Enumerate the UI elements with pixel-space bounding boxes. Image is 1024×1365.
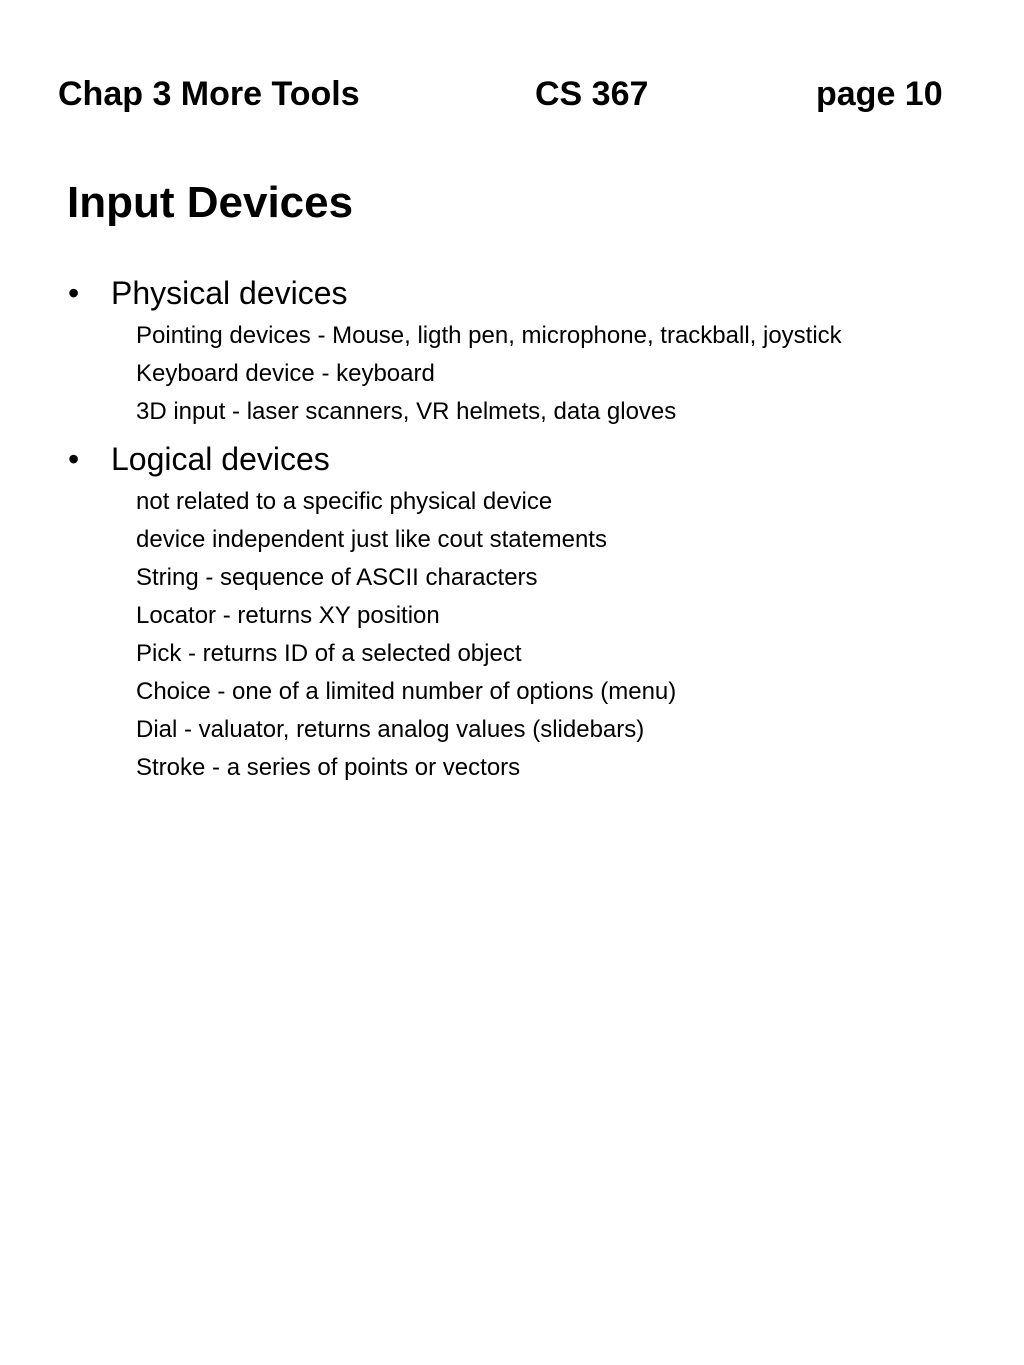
- section-physical-devices: [0, 272, 1024, 431]
- bullet-heading: [0, 272, 1024, 314]
- sub-list: [0, 317, 1024, 431]
- list-item: String - sequence of ASCII characters: [136, 564, 538, 591]
- sub-list: [0, 483, 1024, 787]
- page-title: Input Devices: [67, 178, 354, 227]
- list-item: Pick - returns ID of a selected object: [136, 640, 522, 667]
- list-item: Stroke - a series of points or vectors: [136, 754, 521, 781]
- section-logical-devices: [0, 438, 1024, 787]
- list-item: Keyboard device - keyboard: [136, 360, 435, 387]
- list-item: device independent just like cout statements: [136, 526, 607, 553]
- header-page-number: page 10: [816, 75, 943, 113]
- list-item: 3D input - laser scanners, VR helmets, data gloves: [136, 398, 677, 425]
- slide-content: [0, 272, 1024, 787]
- header-course: CS 367: [535, 75, 649, 113]
- list-item: Choice - one of a limited number of options (menu): [136, 678, 677, 705]
- section-heading: Physical devices: [111, 275, 348, 311]
- section-heading: Logical devices: [111, 441, 330, 477]
- bullet-heading: [0, 438, 1024, 480]
- page-header: [0, 72, 1024, 116]
- list-item: Locator - returns XY position: [136, 602, 440, 629]
- list-item: Pointing devices - Mouse, ligth pen, microphone, trackball, joystick: [136, 322, 842, 349]
- bullet-dot-icon: •: [68, 441, 80, 477]
- header-chapter: Chap 3 More Tools: [58, 75, 360, 113]
- bullet-dot-icon: •: [68, 275, 80, 311]
- list-item: not related to a specific physical device: [136, 488, 553, 515]
- list-item: Dial - valuator, returns analog values (slidebars): [136, 716, 645, 743]
